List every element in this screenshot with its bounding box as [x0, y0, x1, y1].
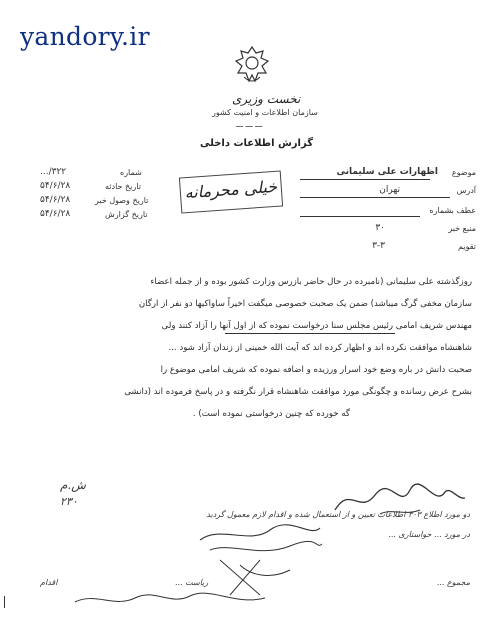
- address-value: تهران: [379, 185, 400, 195]
- body-line-2: سازمان مخفی گرگ میباشد) ضمن یک صحبت خصوصی میگفت اخیراً ساواکیها دو نفر از ارگان: [138, 299, 472, 309]
- previous-ref-underline: [300, 216, 420, 217]
- body-line-3-underline: [225, 333, 395, 334]
- left-edge-mark: [4, 596, 5, 608]
- number-label: شماره: [120, 168, 142, 177]
- report-date-label: تاریخ گزارش: [105, 210, 148, 219]
- watermark-text: yandory.ir: [20, 22, 150, 51]
- ministry-title: نخست وزیری: [232, 92, 301, 106]
- address-label: آدرس: [456, 186, 476, 195]
- address-underline: [300, 197, 450, 198]
- body-line-7: گه خورده که چنین درخواستی نموده است) .: [192, 409, 350, 419]
- source-value: ۳۰: [375, 223, 385, 233]
- report-title: گزارش اطلاعات داخلی: [200, 138, 314, 149]
- source-label: منبع خبر: [448, 224, 476, 233]
- body-line-5: صحبت دانش در باره وضع خود اسرار ورزیده و اضافه نموده که شریف امامی موضوع را: [160, 365, 472, 375]
- bottom-signature-icon: [70, 588, 270, 612]
- handwritten-number: ۲۳۰: [60, 495, 78, 508]
- number-value: ۳۲۲/...: [40, 167, 67, 177]
- subject-underline: [300, 179, 430, 180]
- body-line-4: شاهنشاه موافقت نکرده اند و اظهار کرده اند که آیت الله خمینی از زندان آزاد شود ...: [168, 343, 472, 353]
- evaluation-label: تقویم: [458, 242, 476, 251]
- received-date-label: تاریخ وصول خبر: [95, 196, 149, 205]
- handwritten-line-2: در مورد ... خواستاری ...: [388, 530, 470, 539]
- footer-note-right: مجموع ...: [436, 578, 470, 587]
- body-line-1: روزگذشته علی سلیمانی (نامبرده در حال حاضر بازرس وزارت کشور بوده و از جمله اعضاء: [150, 277, 472, 287]
- previous-ref-label: عطف بشماره: [429, 206, 476, 215]
- footer-note-left: اقدام: [40, 578, 58, 587]
- body-line-6: بشرح عرض رسانده و چگونگی مورد موافقت شاهنشاه قرار نگرفته و در پاسخ فرموده اند (دانشی: [124, 387, 472, 397]
- classification-stamp-text: خیلی محرمانه: [183, 176, 278, 203]
- organization-sub: ـــ ـــ ـــ: [236, 120, 263, 129]
- body-line-3: مهندس شریف امامی رئیس مجلس سنا درخواست نموده که از اول آنها را آزاد کنند ولی: [161, 321, 472, 331]
- event-date-label: تاریخ حادثه: [105, 182, 141, 191]
- event-date-value: ۵۴/۶/۲۸: [40, 181, 71, 191]
- report-date-value: ۵۴/۶/۲۸: [40, 209, 71, 219]
- received-date-value: ۵۴/۶/۲۸: [40, 195, 71, 205]
- classification-stamp: [179, 170, 283, 213]
- subject-label: موضوع: [451, 168, 476, 177]
- footer-note-middle: ریاست ...: [175, 578, 209, 587]
- subject-value: اظهارات علی سلیمانی: [336, 167, 438, 177]
- handwritten-mark: ش.م: [60, 478, 86, 492]
- organization-name: سازمان اطلاعات و امنیت کشور: [212, 108, 318, 117]
- evaluation-value: ۳-۳: [372, 241, 385, 251]
- lion-and-sun-emblem-icon: [230, 43, 274, 87]
- handwritten-line-1: دو مورد اطلاع ۳۰۳ اطلاعات تعیین و از استعمال شده و اقدام لازم معمول گردید: [206, 510, 470, 519]
